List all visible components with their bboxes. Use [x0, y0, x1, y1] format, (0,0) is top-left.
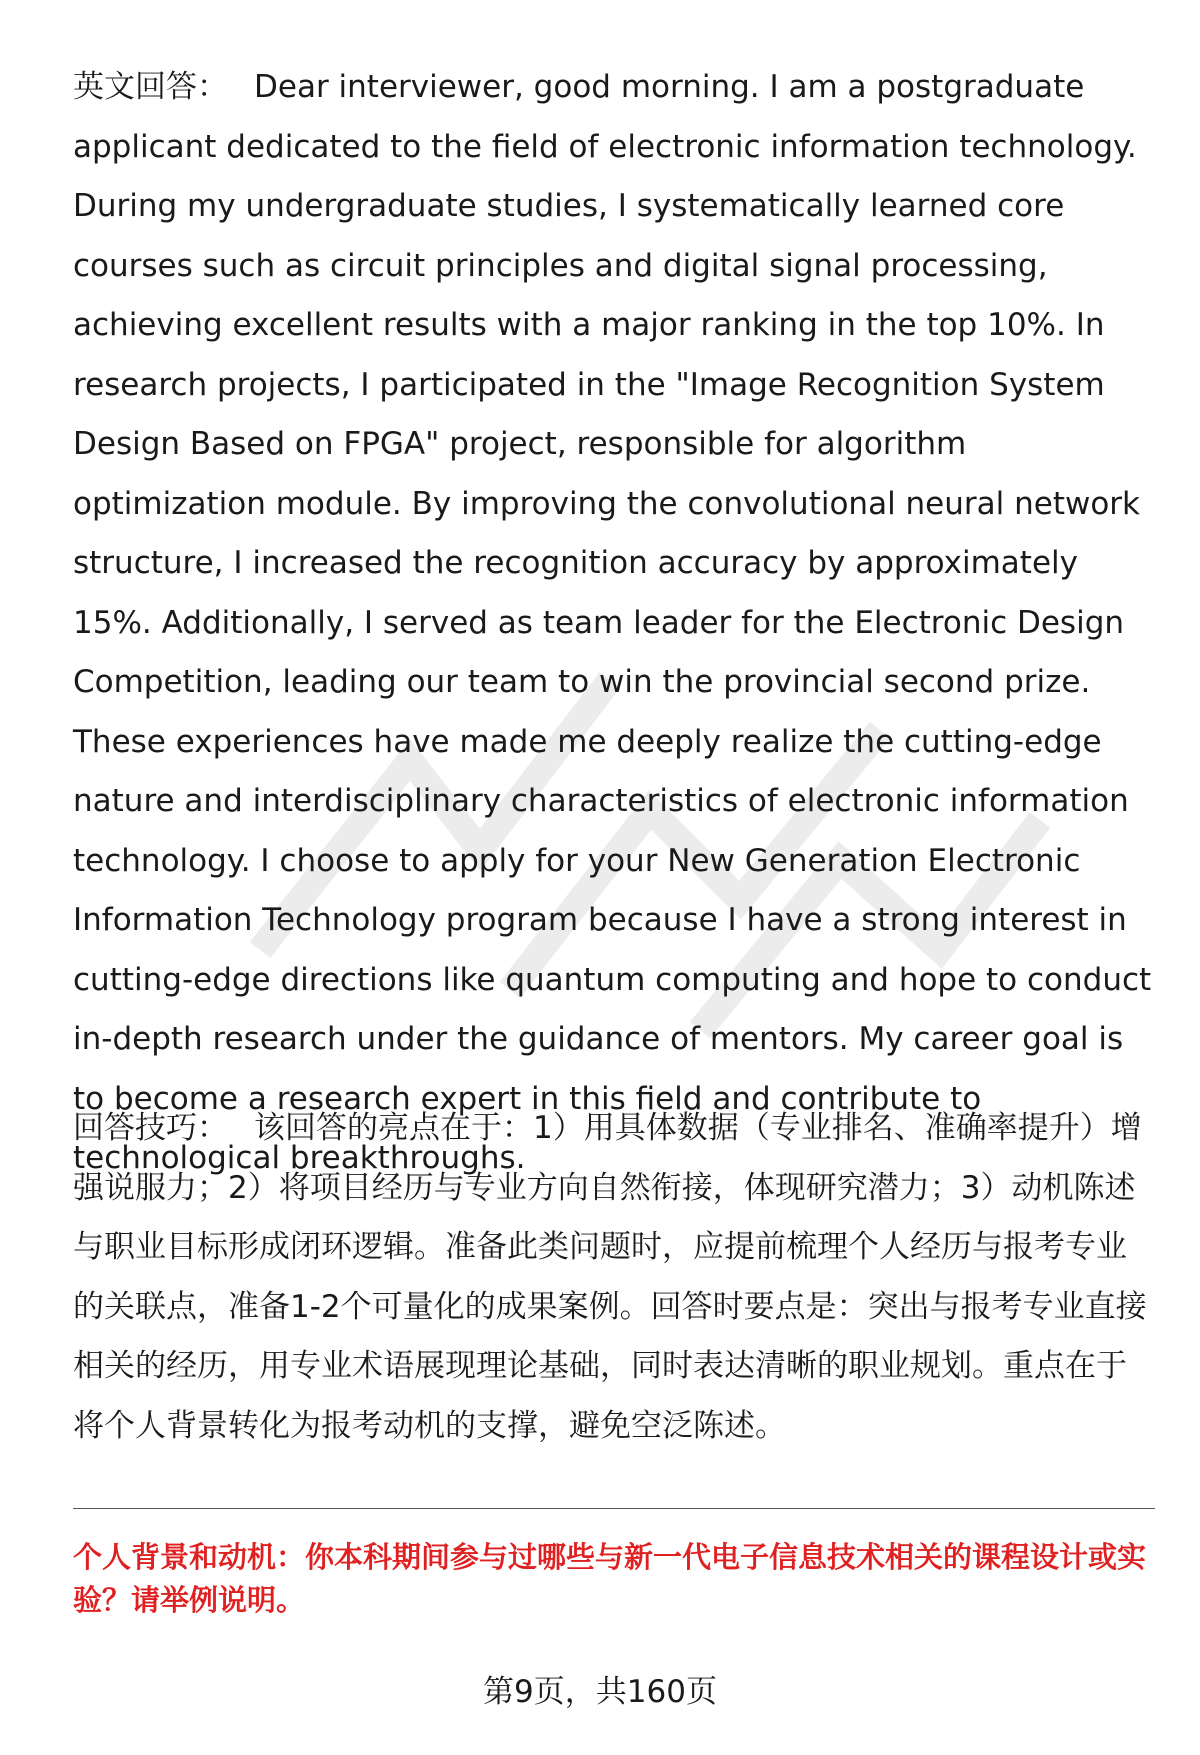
english-answer-text: Dear interviewer, good morning. I am a postgraduate applicant dedicated to the field of electronic information technology. During my undergraduate studies, I systematically learned core courses such as circuit principles and digital signal processing, achieving excellent results with a major ranking in the top 10%. In research projects, I participated in the "Image Recognition System Design Based on FPGA" project, responsible for algorithm optimization module. By improving the convolutional neural network structure, I increased the recognition accuracy by approximately 15%. Additionally, I served as team leader for the Electronic Design Competition, leading our team to win the provincial second prize. These experiences have made me deeply realize the cutting-edge nature and interdisciplinary characteristics of electronic information technology. I choose to apply for your New Generation Electronic Information Technology program because I have a strong interest in cutting-edge directions like quantum computing and hope to conduct in-depth research under the guidance of mentors. My career goal is to become a research expert in this field and contribute to technological breakthroughs.: [73, 69, 1152, 1176]
section-divider: [73, 1508, 1155, 1509]
answer-tips-text: 该回答的亮点在于：1）用具体数据（专业排名、准确率提升）增强说服力；2）将项目经历与专业方向自然衔接，体现研究潜力；3）动机陈述与职业目标形成闭环逻辑。准备此类问题时，应提前梳理个人经历与报考专业的关联点，准备1-2个可量化的成果案例。回答时要点是：突出与报考专业直接相关的经历，用专业术语展现理论基础，同时表达清晰的职业规划。重点在于将个人背景转化为报考动机的支撑，避免空泛陈述。: [73, 1110, 1147, 1444]
english-answer-block: [73, 58, 1153, 1189]
page-indicator: 第9页，共160页: [483, 1674, 717, 1710]
answer-tips-label: 回答技巧：: [73, 1110, 228, 1146]
next-question-heading: 个人背景和动机：你本科期间参与过哪些与新一代电子信息技术相关的课程设计或实验？请举例说明。: [73, 1540, 1147, 1617]
answer-tips-block: [73, 1099, 1153, 1456]
english-answer-label: 英文回答：: [73, 69, 228, 105]
